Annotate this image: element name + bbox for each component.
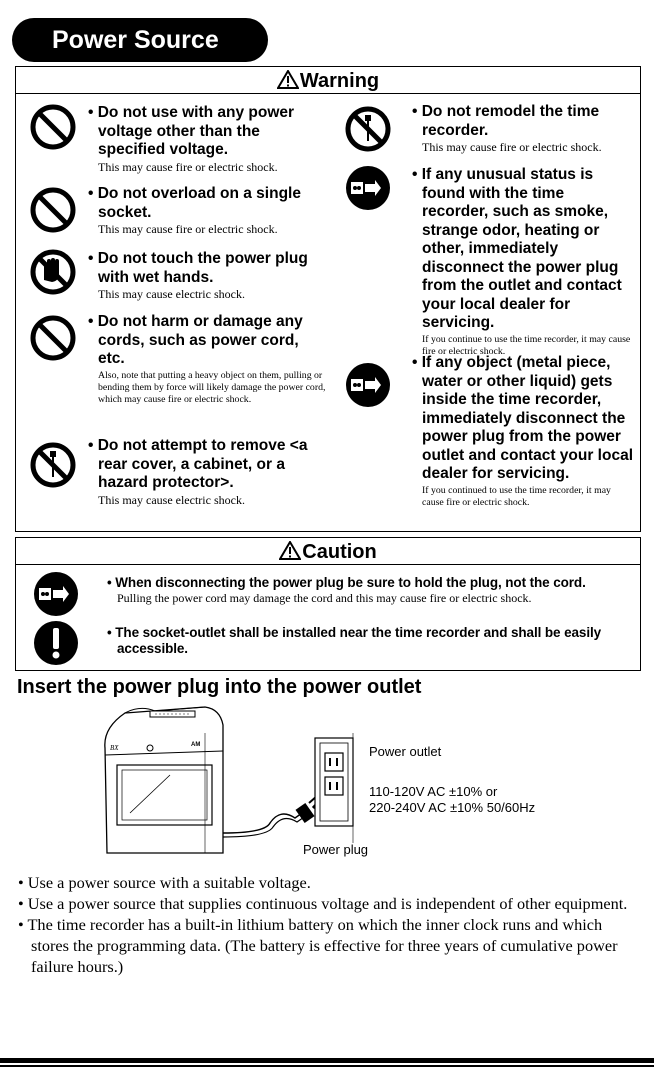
time-recorder-illustration <box>95 703 380 863</box>
voltage-spec-line-1: 110-120V AC ±10% or <box>369 784 498 799</box>
warning-item-title: • Do not touch the power plug with wet hands. <box>88 250 308 286</box>
no-wet-hands-icon <box>28 247 78 297</box>
caution-item-title: • When disconnecting the power plug be sure to hold the plug, not the cord. <box>107 575 586 590</box>
warning-item-title: • Do not use with any power voltage other than the specified voltage. <box>88 104 295 158</box>
prohibited-icon <box>28 313 78 363</box>
warning-item-7 <box>412 166 634 358</box>
warning-heading-text: Warning <box>299 70 380 92</box>
unplug-icon <box>345 362 391 408</box>
warning-item-4 <box>88 313 328 406</box>
usage-note: • The time recorder has a built-in lithium battery on which the inner clock runs and which stores the programming data. (The battery is effective for three years of cumulative power failure hours.) <box>18 915 618 976</box>
warning-item-note: This may cause fire or electric shock. <box>98 159 278 174</box>
warning-item-note: If you continue to use the time recorder, it may cause fire or electric shock. <box>422 333 631 357</box>
insert-heading: Insert the power plug into the power outlet <box>17 676 422 698</box>
caution-item-2 <box>107 625 607 657</box>
usage-note: • Use a power source that supplies continuous voltage and is independent of other equipment. <box>18 894 628 913</box>
warning-item-title: • If any object (metal piece, water or other liquid) gets inside the time recorder, immediately disconnect the power plug from the power outlet and contact your local dealer for servicing. <box>412 354 633 482</box>
warning-item-title: • If any unusual status is found with the time recorder, such as smoke, strange odor, heating or other, immediately disconnect the power plug from the outlet and contact your local dealer for servicing. <box>412 166 622 331</box>
unplug-icon <box>345 165 391 211</box>
caution-item-note: Pulling the power cord may damage the cord and this may cause fire or electric shock. <box>117 591 532 605</box>
warning-item-note: This may cause fire or electric shock. <box>98 222 278 236</box>
warning-item-3 <box>88 250 328 302</box>
warning-item-6 <box>412 103 632 155</box>
usage-note: • Use a power source with a suitable voltage. <box>18 873 311 892</box>
power-outlet-label: Power outlet <box>369 744 442 759</box>
caution-heading-text: Caution <box>302 541 377 563</box>
warning-item-note: Also, note that putting a heavy object on them, pulling or bending them by force will likely damage the power cord, which may cause fire or electric shock. <box>98 369 326 405</box>
power-plug-label: Power plug <box>303 842 369 857</box>
warning-item-8 <box>412 354 634 509</box>
warning-item-title: • Do not overload on a single socket. <box>88 185 301 221</box>
section-title: Power Source <box>12 18 268 62</box>
footer-rule <box>0 1065 654 1067</box>
prohibited-icon <box>28 102 78 152</box>
warning-item-note: If you continued to use the time recorder, it may cause fire or electric shock. <box>422 484 611 508</box>
unplug-icon <box>33 571 79 617</box>
warning-item-note: This may cause fire or electric shock. <box>422 140 602 154</box>
caution-heading <box>16 538 640 565</box>
svg-text:AM: AM <box>191 742 201 748</box>
no-disassembly-icon <box>28 440 78 490</box>
warning-triangle-icon <box>277 70 299 89</box>
mandatory-action-icon <box>33 620 79 666</box>
usage-notes <box>18 872 638 977</box>
warning-item-note: This may cause electric shock. <box>98 492 245 507</box>
caution-triangle-icon <box>279 541 301 560</box>
prohibited-icon <box>28 185 78 235</box>
warning-item-5 <box>88 437 328 507</box>
caution-item-1 <box>107 575 627 606</box>
footer-rule <box>0 1058 654 1063</box>
svg-text:BX: BX <box>110 744 119 752</box>
warning-heading <box>16 67 640 94</box>
no-disassembly-icon <box>343 104 393 154</box>
voltage-spec-line-2: 220-240V AC ±10% 50/60Hz <box>369 800 536 815</box>
caution-item-title: • The socket-outlet shall be installed near the time recorder and shall be easily accessible. <box>107 625 602 656</box>
warning-item-note: This may cause electric shock. <box>98 287 245 301</box>
warning-item-1 <box>88 104 328 174</box>
warning-item-title: • Do not attempt to remove <a rear cover, a cabinet, or a hazard protector>. <box>88 437 308 491</box>
warning-item-title: • Do not remodel the time recorder. <box>412 103 600 139</box>
warning-item-2 <box>88 185 328 237</box>
warning-item-title: • Do not harm or damage any cords, such as power cord, etc. <box>88 313 303 367</box>
